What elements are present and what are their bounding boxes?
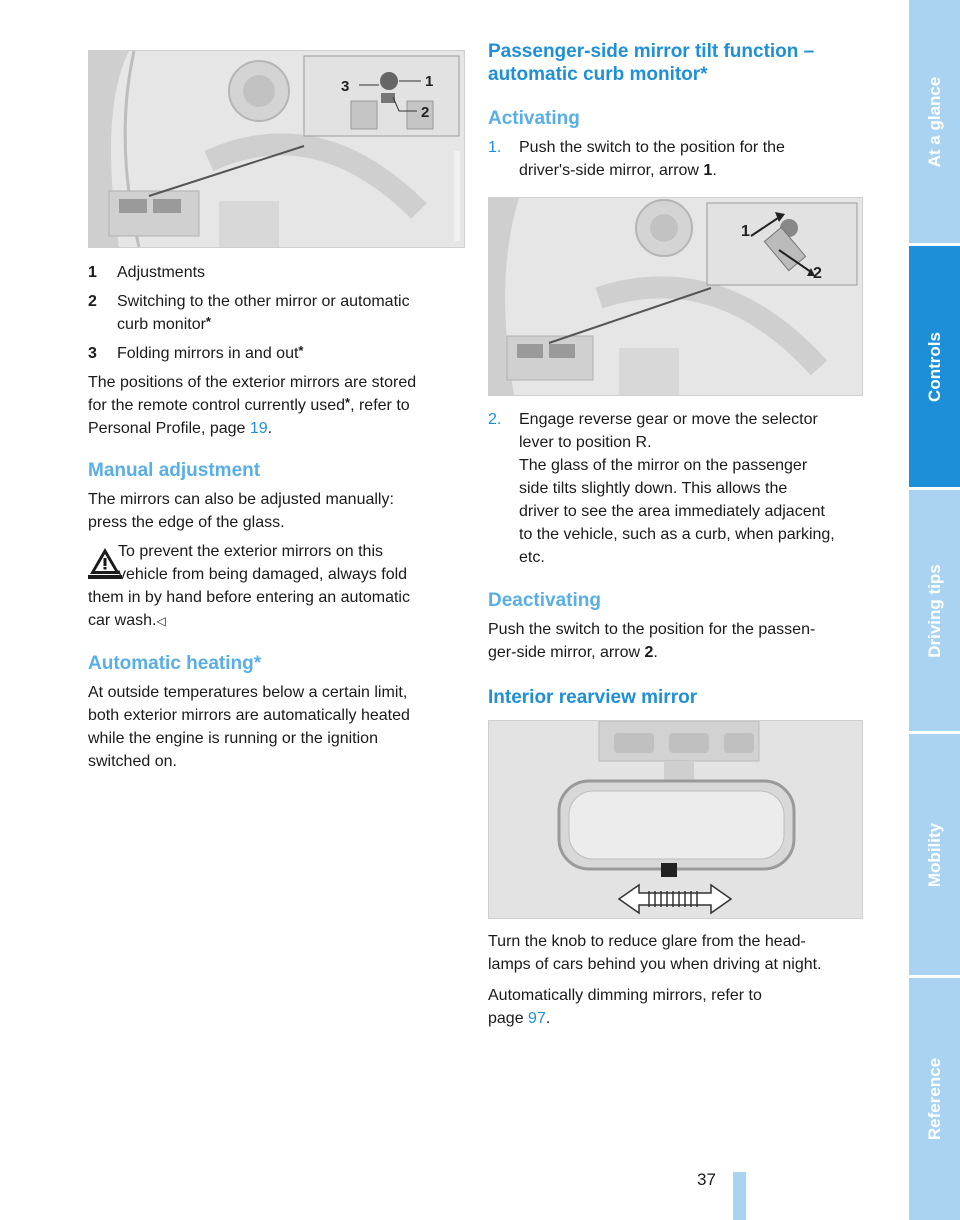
mirror-memory-paragraph: The positions of the exterior mirrors are stored for the remote control currently used*, refer to Personal Profile, page 19. xyxy=(88,374,417,437)
deactivating-heading: Deactivating xyxy=(488,590,601,611)
legend-item-2: 2 Switching to the other mirror or automatic curb monitor* xyxy=(88,293,410,333)
deactivating-text: Push the switch to the position for the passen- ger-side mirror, arrow 2. xyxy=(488,621,816,661)
callout-3: 3 xyxy=(341,78,350,95)
chapter-tabs xyxy=(909,0,960,1220)
interior-mirror-text: Turn the knob to reduce glare from the head- lamps of cars behind you when driving at night. xyxy=(488,933,822,973)
section-heading: Passenger-side mirror tilt function – automatic curb monitor* xyxy=(488,41,815,85)
tab-at-a-glance[interactable]: At a glance xyxy=(909,0,960,243)
dimming-mirrors-text: Automatically dimming mirrors, refer to page 97. xyxy=(488,987,762,1027)
curb-monitor-switch-figure xyxy=(488,197,863,396)
interior-mirror-figure xyxy=(488,720,863,919)
tab-reference[interactable]: Reference xyxy=(909,978,960,1220)
mirror-switch-figure xyxy=(88,50,465,248)
callout-2: 2 xyxy=(421,104,430,121)
manual-adjustment-heading: Manual adjustment xyxy=(88,460,261,481)
tab-controls[interactable]: Controls xyxy=(909,246,960,487)
arrow-callout-1: 1 xyxy=(741,223,750,240)
automatic-heating-heading: Automatic heating* xyxy=(88,653,262,674)
manual-adjustment-text: The mirrors can also be adjusted manually: press the edge of the glass. xyxy=(88,491,394,531)
step-1: 1. Push the switch to the position for the driver's-side mirror, arrow 1. xyxy=(488,139,785,179)
callout-1: 1 xyxy=(425,73,434,90)
legend-item-3: 3 Folding mirrors in and out* xyxy=(88,343,304,362)
legend-item-1: 1 Adjustments xyxy=(88,264,206,281)
page-number-bar xyxy=(733,1172,746,1220)
page-number: 37 xyxy=(697,1170,716,1189)
step-2: 2. Engage reverse gear or move the selector lever to position R. The glass of the mirror on the passenger side tilts slightly down. This allows the driver to see the area immediately adjacent to the vehicle, such as a curb, when parking, etc. xyxy=(488,411,835,566)
page-link-97[interactable]: 97 xyxy=(528,1010,546,1027)
end-marker: ◁ xyxy=(156,614,166,628)
automatic-heating-text: At outside temperatures below a certain limit, both exterior mirrors are automatically heated while the engine is running or the ignition switched on. xyxy=(88,684,410,770)
arrow-callout-2: 2 xyxy=(813,265,822,282)
activating-heading: Activating xyxy=(488,108,580,129)
warning-text: To prevent the exterior mirrors on this vehicle from being damaged, always fold them in by hand before entering an automatic car wash.◁ xyxy=(88,543,410,629)
tab-mobility[interactable]: Mobility xyxy=(909,734,960,975)
page-link-19[interactable]: 19 xyxy=(249,420,268,437)
interior-mirror-heading: Interior rearview mirror xyxy=(488,687,698,708)
tab-driving-tips[interactable]: Driving tips xyxy=(909,490,960,731)
